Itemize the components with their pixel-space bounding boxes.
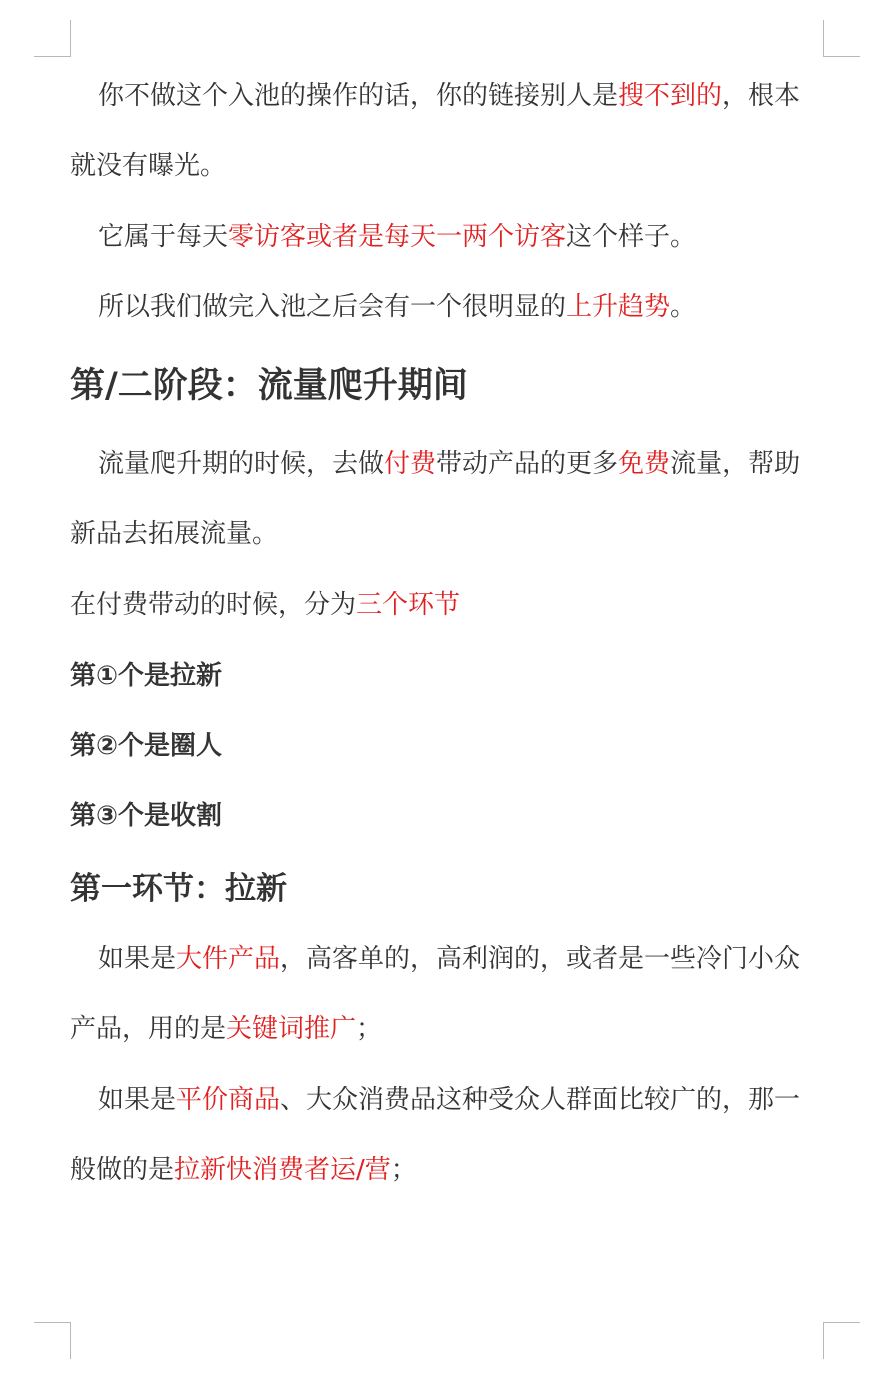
paragraph-text: ，高客单的，高利润的，或者是一些冷门小众 [280, 944, 801, 974]
page-corner-mark-top-right [823, 20, 860, 57]
highlight-text: 大件产品 [176, 944, 281, 974]
step-item-2: 第②个是圈人 [70, 731, 223, 761]
highlight-text: 拉新快消费者运/营 [174, 1155, 391, 1185]
paragraph-text: 这个样子。 [566, 222, 697, 252]
highlight-text: 三个环节 [356, 590, 461, 620]
highlight-text: 平价商品 [176, 1085, 281, 1115]
paragraph-5 [70, 585, 460, 625]
page-corner-mark-bottom-right [823, 1322, 860, 1359]
paragraph-text: 在付费带动的时候，分为 [70, 590, 357, 620]
paragraph-text: 般做的是 [70, 1155, 175, 1185]
highlight-text: 零访客或者是每天一两个访客 [228, 222, 567, 252]
paragraph-4-line-1 [98, 444, 800, 484]
paragraph-text: 就没有曝光。 [70, 151, 227, 181]
paragraph-7-line-2 [70, 1150, 417, 1190]
paragraph-text: 所以我们做完入池之后会有一个很明显的 [98, 292, 567, 322]
paragraph-text: 它属于每天 [98, 222, 229, 252]
paragraph-text: ； [390, 1155, 417, 1185]
paragraph-3 [98, 287, 696, 327]
paragraph-text: ，根本 [722, 81, 801, 111]
paragraph-6-line-1 [98, 939, 800, 979]
paragraph-6-line-2 [70, 1009, 382, 1049]
highlight-text: 关键词推广 [226, 1014, 357, 1044]
paragraph-1-line-1 [98, 76, 800, 116]
paragraph-7-line-1 [98, 1080, 800, 1120]
highlight-text: 上升趋势 [566, 292, 671, 322]
paragraph-text: 产品，用的是 [70, 1014, 227, 1044]
paragraph-text: 、大众消费品这种受众人群面比较广的，那一 [280, 1085, 801, 1115]
paragraph-text: 你不做这个入池的操作的话，你的链接别人是 [98, 81, 619, 111]
page-corner-mark-top-left [34, 20, 71, 57]
paragraph-text: 流量，帮助 [670, 449, 801, 479]
paragraph-text: 。 [670, 292, 697, 322]
paragraph-text: 流量爬升期的时候，去做 [98, 449, 385, 479]
paragraph-text: ； [356, 1014, 383, 1044]
highlight-text: 付费 [384, 449, 437, 479]
highlight-text: 免费 [618, 449, 671, 479]
paragraph-text: 带动产品的更多 [436, 449, 619, 479]
heading-stage-2: 第/二阶段：流量爬升期间 [70, 366, 468, 406]
step-item-3: 第③个是收割 [70, 801, 223, 831]
paragraph-text: 新品去拓展流量。 [70, 519, 279, 549]
paragraph-text: 如果是 [98, 1085, 177, 1115]
step-item-1: 第①个是拉新 [70, 661, 223, 691]
paragraph-1-line-2 [70, 146, 226, 186]
highlight-text: 搜不到的 [618, 81, 723, 111]
paragraph-4-line-2 [70, 514, 278, 554]
paragraph-2 [98, 217, 696, 257]
paragraph-text: 如果是 [98, 944, 177, 974]
page-corner-mark-bottom-left [34, 1322, 71, 1359]
heading-step-1: 第一环节：拉新 [70, 871, 287, 907]
